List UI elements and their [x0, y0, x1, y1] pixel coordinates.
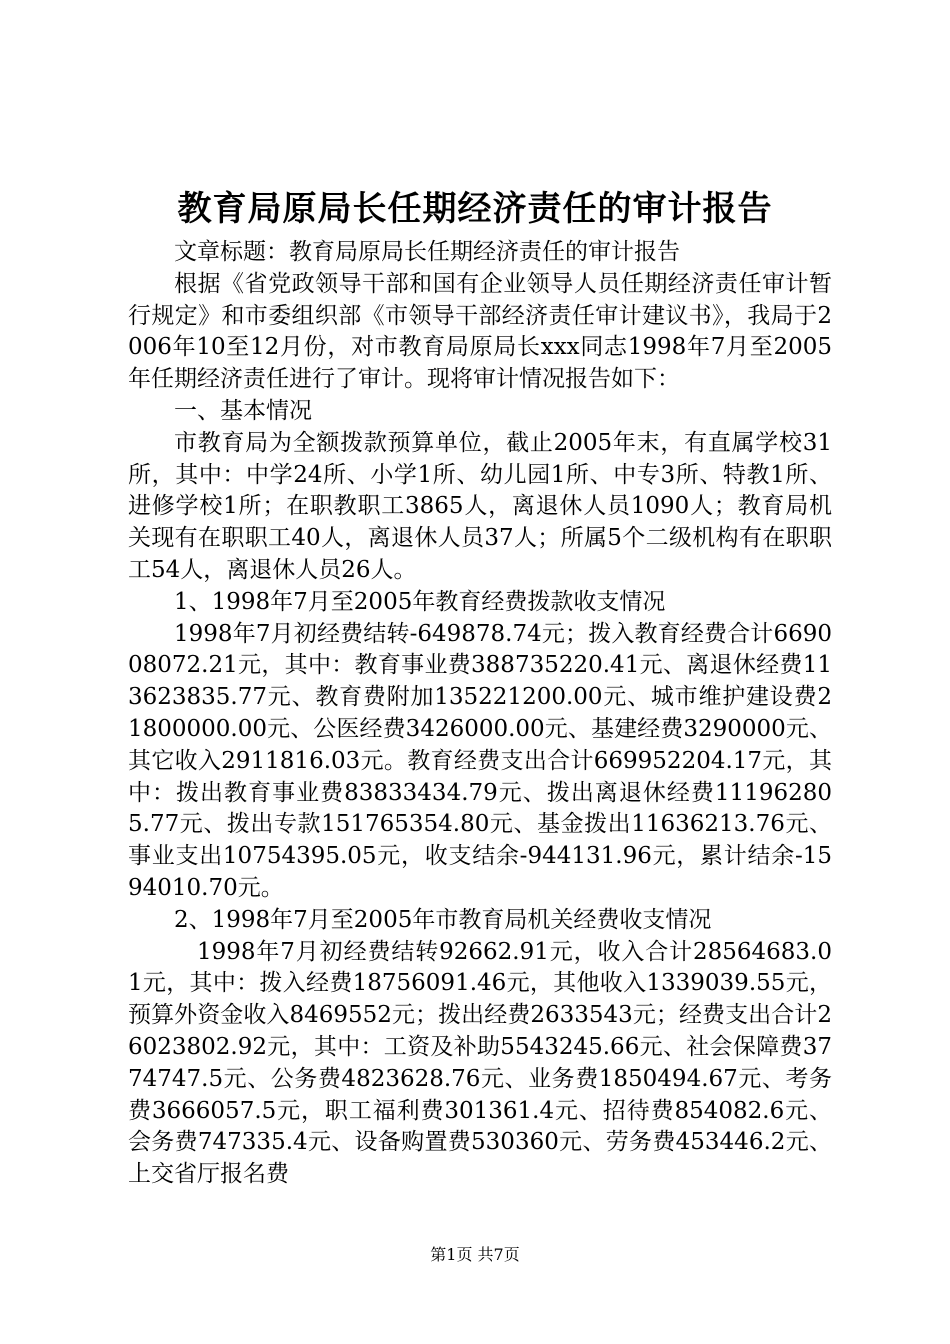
basic-situation-paragraph: 市教育局为全额拨款预算单位，截止2005年末，有直属学校31所，其中：中学24所、小学1所、幼儿园1所、中专3所、特教1所、进修学校1所；在职教职工3865人，离退休人员1090人；教育局机关现有在职职工40人，离退休人员37人；所属5个二级机构有在职职工54人，离退休人员26人。 [128, 429, 832, 583]
document-body [128, 237, 832, 1191]
article-title-line: 文章标题：教育局原局长任期经济责任的审计报告 [174, 239, 680, 265]
office-funding-paragraph: 1998年7月初经费结转92662.91元，收入合计28564683.01元，其中：拨入经费18756091.46元，其他收入1339039.55元，预算外资金收入8469552元；拨出经费2633543元；经费支出合计26023802.92元，其中：工资及补助5543245.66元、社会保障费3774747.5元、公务费4823628.76元、业务费1850494.67元、考务费3666057.5元，职工福利费301361.4元、招待费854082.6元、会务费747335.4元、设备购置费530360元、劳务费453446.2元、上交省厅报名费 [128, 938, 832, 1188]
subsection-heading-1: 1、1998年7月至2005年教育经费拨款收支情况 [174, 588, 666, 615]
page-footer: 第1页 共7页 [430, 1245, 520, 1264]
document-title: 教育局原局长任期经济责任的审计报告 [177, 189, 773, 229]
section-heading-basic-situation: 一、基本情况 [174, 397, 312, 424]
intro-paragraph: 根据《省党政领导干部和国有企业领导人员任期经济责任审计暂行规定》和市委组织部《市领导干部经济责任审计建议书》，我局于2006年10至12月份，对市教育局原局长xxx同志1998年7月至2005年任期经济责任进行了审计。现将审计情况报告如下： [128, 270, 832, 393]
subsection-heading-2: 2、1998年7月至2005年市教育局机关经费收支情况 [174, 906, 712, 933]
funding-paragraph: 1998年7月初经费结转-649878.74元；拨入教育经费合计669008072.21元，其中：教育事业费388735220.41元、离退休经费113623835.77元、教育费附加135221200.00元、城市维护建设费21800000.00元、公医经费3426000.00元、基建经费3290000元、其它收入2911816.03元。教育经费支出合计669952204.17元，其中：拨出教育事业费83833434.79元、拨出离退休经费111962805.77元、拨出专款151765354.80元、基金拨出11636213.76元、事业支出10754395.05元，收支结余-944131.96元，累计结余-1594010.70元。 [128, 620, 832, 901]
